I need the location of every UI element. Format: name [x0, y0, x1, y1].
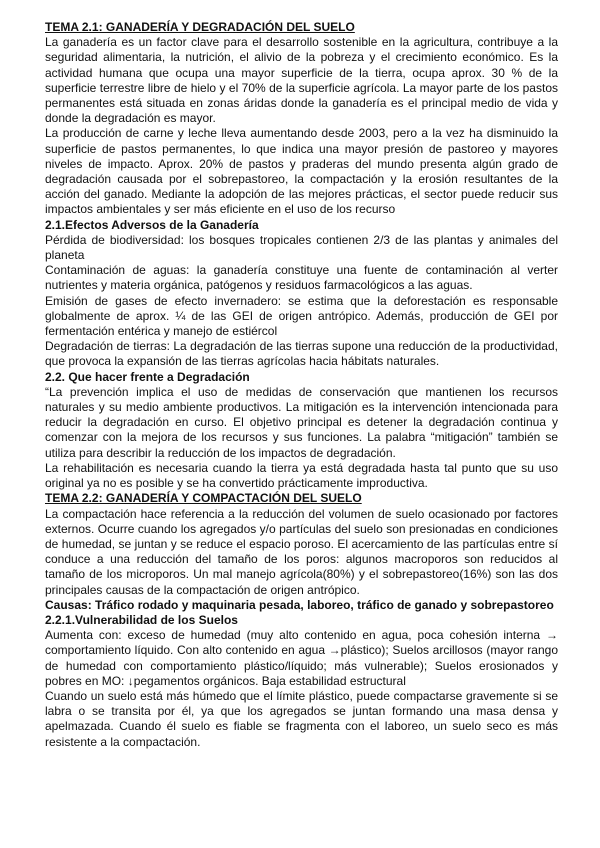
paragraph: Contaminación de aguas: la ganadería constituye una fuente de contaminación al verter nutrientes y materia orgánica, patógenos y residuos farmacológicos a las aguas. [45, 263, 558, 293]
section-title-2-2-1: 2.2.1.Vulnerabilidad de los Suelos [45, 612, 238, 627]
section-title-2-1: 2.1.Efectos Adversos de la Ganadería [45, 217, 259, 232]
topic-title-2-1: TEMA 2.1: GANADERÍA Y DEGRADACIÓN DEL SUELO [45, 20, 355, 34]
paragraph: Degradación de tierras: La degradación de las tierras supone una reducción de la productividad, que provoca la expansión de las tierras agrícolas hacia hábitats naturales. [45, 339, 558, 369]
paragraph: La compactación hace referencia a la reducción del volumen de suelo ocasionado por factores externos. Ocurre cuando los agregados y/o partículas del suelo son presionadas en condiciones de humedad, se juntan y se reduce el espacio poroso. El acercamiento de las partículas entre sí conduce a una reducción del tamaño de los poros: algunos macroporos son reducidos al tamaño de los microporos. Un mal manejo agrícola(80%) y el sobrepastoreo(16%) son las dos principales causas de la compactación de origen antrópico. [45, 506, 558, 597]
topic-title-2-2: TEMA 2.2: GANADERÍA Y COMPACTACIÓN DEL SUELO [45, 491, 362, 506]
paragraph: “La prevención implica el uso de medidas de conservación que mantienen los recursos naturales y su medio ambiente productivos. La mitigación es la intervención intencionada para reducir la degradación en curso. El objetivo principal es detener la degradación continua y comenzar con la mejora de los recursos y sus funciones. La palabra “mitigación” también se utiliza para describir la reducción de los impactos de degradación. [45, 384, 558, 460]
paragraph: Pérdida de biodiversidad: los bosques tropicales contienen 2/3 de las plantas y animales del planeta [45, 232, 558, 263]
section-title-2-2: 2.2. Que hacer frente a Degradación [45, 369, 250, 384]
paragraph: Cuando un suelo está más húmedo que el límite plástico, puede compactarse gravemente si se labra o se transita por él, ya que los agregados se juntan formando una masa densa y apelmazada. Cuando él suelo es fiable se fragmenta con el laboreo, un suelo seco es más resistente a la compactación. [45, 688, 558, 749]
paragraph: La ganadería es un factor clave para el desarrollo sostenible en la agricultura, contribuye a la seguridad alimentaria, la nutrición, el alivio de la pobreza y el crecimiento económico. Es la actividad humana que ocupa una mayor superficie de la tierra, ocupa aprox. 30 % de la superficie terrestre libre de hielo y el 70% de la superficie agrícola. La mayor parte de los pastos permanentes está situada en zonas áridas donde la ganadería es el principal medio de vida y donde la degradación es mayor. [45, 35, 558, 126]
paragraph: La rehabilitación es necesaria cuando la tierra ya está degradada hasta tal punto que su uso original ya no es posible y se ha convertido prácticamente improductiva. [45, 460, 558, 491]
causes-line: Causas: Tráfico rodado y maquinaria pesada, laboreo, tráfico de ganado y sobrepastoreo [45, 597, 554, 612]
paragraph: La producción de carne y leche lleva aumentando desde 2003, pero a la vez ha disminuido la superficie de pastos permanentes, lo que indica una mayor presión de pastoreo y mayores niveles de impacto. Aprox. 20% de pastos y praderas del mundo presenta algún grado de degradación causada por el sobrepastoreo, la compactación y la erosión resultantes de la acción del ganado. Mediante la adopción de las mejores prácticas, el sector puede reducir sus impactos ambientales y ser más eficiente en el uso de los recurso [45, 126, 558, 217]
paragraph: Emisión de gases de efecto invernadero: se estima que la deforestación es responsable globalmente de aprox. ¼ de las GEI de origen antrópico. Además, producción de GEI por fermentación entérica y manejo de estiércol [45, 293, 558, 339]
paragraph: Aumenta con: exceso de humedad (muy alto contenido en agua, poca cohesión interna → comportamiento líquido. Con alto contenido en agua →plástico); Suelos arcillosos (mayor rango de humedad con comportamiento plástico/líquido; más vulnerable); Suelos erosionados y pobres en MO: ↓pegamentos orgánicos. Baja estabilidad estructural [45, 628, 558, 688]
